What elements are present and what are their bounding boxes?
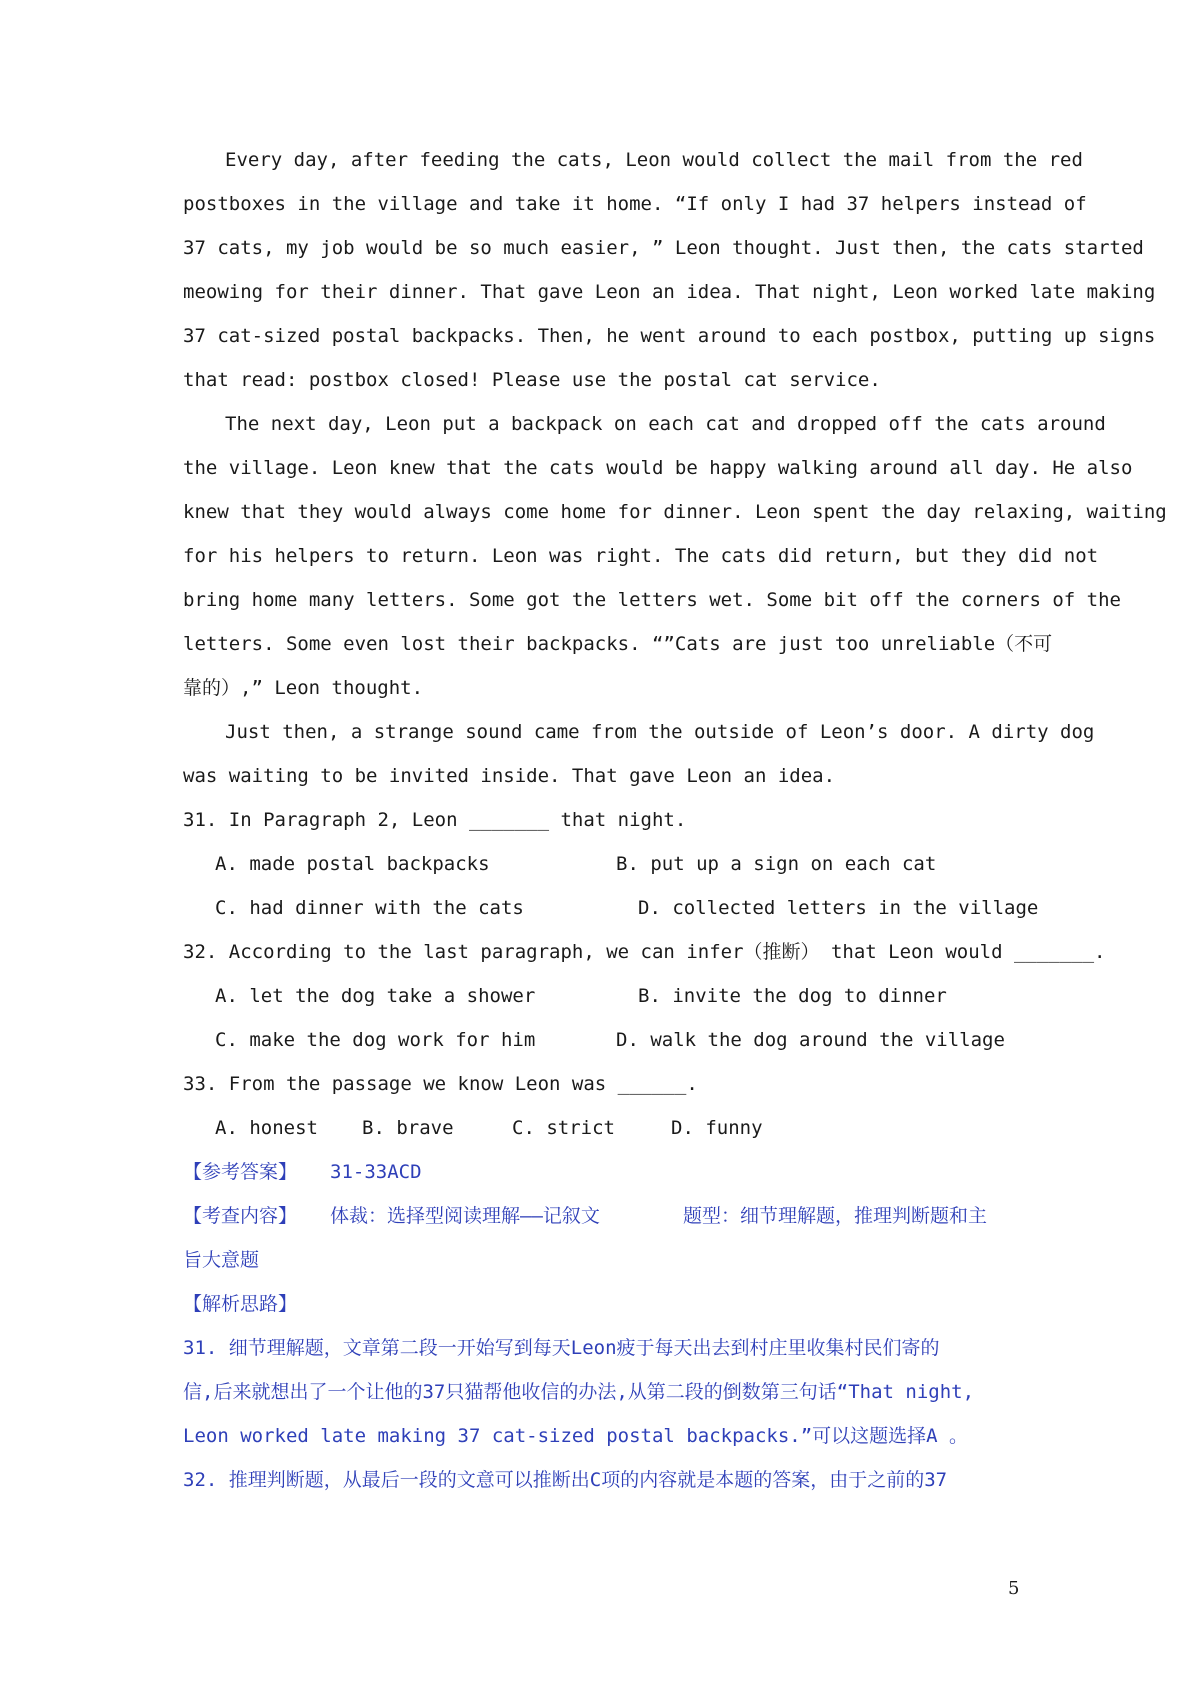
question-32-option-d: D. walk the dog around the village: [616, 1029, 1005, 1051]
reference-answer-value: 31-33ACD: [330, 1161, 422, 1183]
paragraph-2-line: 靠的）,” Leon thought.: [183, 677, 424, 699]
paragraph-2-line: for his helpers to return. Leon was right. The cats did return, but they did not: [183, 545, 1099, 567]
analysis-line: 信,后来就想出了一个让他的37只猫帮他收信的办法,从第二段的倒数第三句话“That night,: [183, 1381, 975, 1403]
question-32-option-c: C. make the dog work for him: [215, 1029, 536, 1051]
paragraph-1-line: 37 cats, my job would be so much easier, ” Leon thought. Just then, the cats started: [183, 237, 1144, 259]
question-33-option-d: D. funny: [671, 1117, 763, 1139]
exam-content-types: 题型：细节理解题，推理判断题和主: [683, 1205, 988, 1227]
question-31-stem: 31. In Paragraph 2, Leon _______ that night.: [183, 809, 687, 831]
paragraph-2-line: knew that they would always come home for dinner. Leon spent the day relaxing, waiting: [183, 501, 1167, 523]
question-32-stem: 32. According to the last paragraph, we can infer（推断） that Leon would _______.: [183, 941, 1106, 963]
question-33-option-a: A. honest: [215, 1117, 318, 1139]
paragraph-1-line: that read: postbox closed! Please use the postal cat service.: [183, 369, 881, 391]
question-33-stem: 33. From the passage we know Leon was ______.: [183, 1073, 698, 1095]
paragraph-3-line: Just then, a strange sound came from the outside of Leon’s door. A dirty dog: [225, 721, 1095, 743]
paragraph-1-line: postboxes in the village and take it home. “If only I had 37 helpers instead of: [183, 193, 1087, 215]
question-33-option-c: C. strict: [512, 1117, 615, 1139]
paragraph-1-line: Every day, after feeding the cats, Leon would collect the mail from the red: [225, 149, 1083, 171]
question-31-option-b: B. put up a sign on each cat: [616, 853, 937, 875]
reference-answer-label: 【参考答案】: [183, 1161, 298, 1183]
paragraph-2-line: letters. Some even lost their backpacks. “”Cats are just too unreliable（不可: [183, 633, 1053, 655]
exam-content-label: 【考查内容】: [183, 1205, 298, 1227]
analysis-line: Leon worked late making 37 cat-sized postal backpacks.”可以这题选择A 。: [183, 1425, 969, 1447]
paragraph-3-line: was waiting to be invited inside. That gave Leon an idea.: [183, 765, 836, 787]
paragraph-2-line: bring home many letters. Some got the letters wet. Some bit off the corners of the: [183, 589, 1121, 611]
analysis-line: 31. 细节理解题，文章第二段一开始写到每天Leon疲于每天出去到村庄里收集村民们寄的: [183, 1337, 940, 1359]
analysis-line: 32. 推理判断题，从最后一段的文意可以推断出C项的内容就是本题的答案，由于之前的37: [183, 1469, 948, 1491]
question-33-option-b: B. brave: [362, 1117, 454, 1139]
paragraph-1-line: meowing for their dinner. That gave Leon an idea. That night, Leon worked late making: [183, 281, 1156, 303]
question-31-option-c: C. had dinner with the cats: [215, 897, 524, 919]
exam-content-types-cont: 旨大意题: [183, 1249, 260, 1271]
analysis-label: 【解析思路】: [183, 1293, 298, 1315]
exam-content-genre: 体裁：选择型阅读理解——记叙文: [330, 1205, 600, 1227]
question-32-option-b: B. invite the dog to dinner: [638, 985, 947, 1007]
paragraph-2-line: The next day, Leon put a backpack on each cat and dropped off the cats around: [225, 413, 1106, 435]
question-31-option-d: D. collected letters in the village: [638, 897, 1039, 919]
paragraph-1-line: 37 cat-sized postal backpacks. Then, he went around to each postbox, putting up signs: [183, 325, 1156, 347]
question-32-option-a: A. let the dog take a shower: [215, 985, 536, 1007]
paragraph-2-line: the village. Leon knew that the cats would be happy walking around all day. He also: [183, 457, 1133, 479]
question-31-option-a: A. made postal backpacks: [215, 853, 490, 875]
page-number: 5: [1008, 1578, 1020, 1599]
